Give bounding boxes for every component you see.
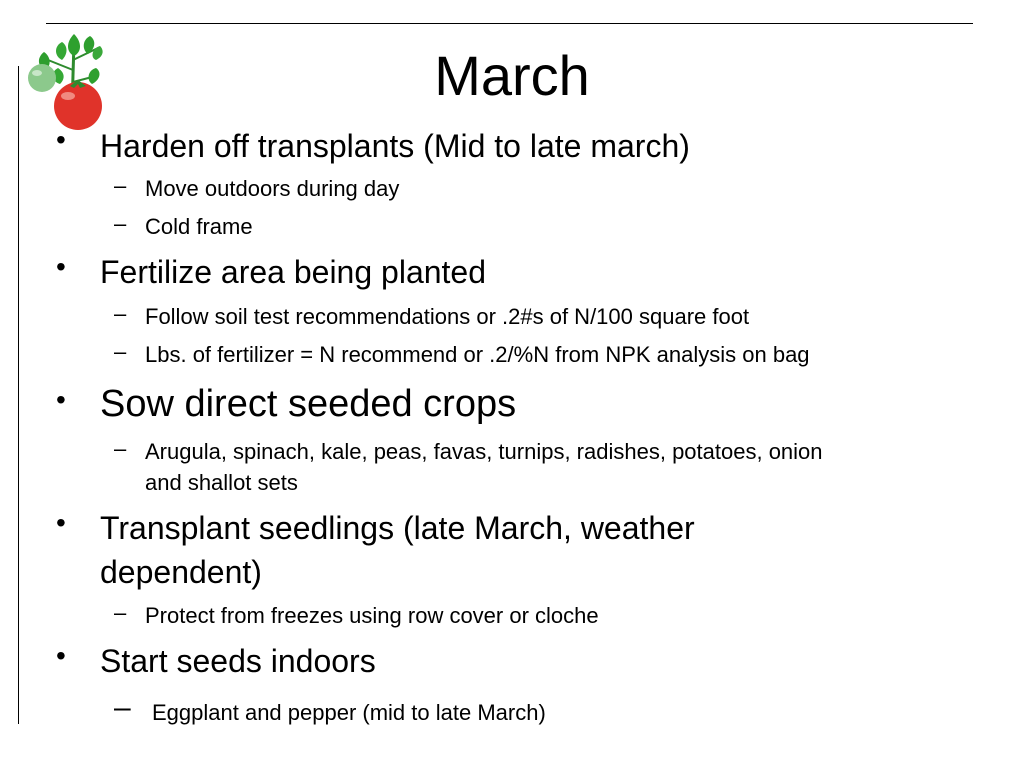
bullet-harden-off: Harden off transplants (Mid to late march) xyxy=(100,128,690,164)
sub-move-outdoors: Move outdoors during day xyxy=(145,176,400,201)
dash-marker: – xyxy=(114,301,127,326)
dash-marker: – xyxy=(114,173,127,198)
bullet-marker: • xyxy=(56,124,66,155)
bullet-marker: • xyxy=(56,384,66,415)
bullet-fertilize: Fertilize area being planted xyxy=(100,254,487,290)
sub-soil-test: Follow soil test recommendations or .2#s of N/100 square foot xyxy=(145,304,750,329)
bullet-start-seeds: Start seeds indoors xyxy=(100,643,376,679)
dash-marker: – xyxy=(114,211,127,236)
dash-marker: – xyxy=(114,691,131,724)
sub-crops-line-2: and shallot sets xyxy=(145,470,298,495)
bullet-sow-direct: Sow direct seeded crops xyxy=(100,383,517,425)
dash-marker: – xyxy=(114,339,127,364)
dash-marker: – xyxy=(114,600,127,625)
slide-title: March xyxy=(434,44,590,107)
bullet-marker: • xyxy=(56,507,66,538)
sub-crops-line-1: Arugula, spinach, kale, peas, favas, turnips, radishes, potatoes, onion xyxy=(145,439,823,464)
bullet-transplant-line-2: dependent) xyxy=(100,554,262,590)
dash-marker: – xyxy=(114,436,127,461)
left-rule xyxy=(18,66,19,724)
sub-eggplant-pepper: Eggplant and pepper (mid to late March) xyxy=(152,700,546,725)
bullet-marker: • xyxy=(56,640,66,671)
top-rule xyxy=(46,23,973,24)
bullet-marker: • xyxy=(56,251,66,282)
sub-protect-freezes: Protect from freezes using row cover or cloche xyxy=(145,603,599,628)
sub-cold-frame: Cold frame xyxy=(145,214,253,239)
sub-lbs-fertilizer: Lbs. of fertilizer = N recommend or .2/%N from NPK analysis on bag xyxy=(145,342,810,367)
bullet-transplant-line-1: Transplant seedlings (late March, weather xyxy=(100,510,695,546)
